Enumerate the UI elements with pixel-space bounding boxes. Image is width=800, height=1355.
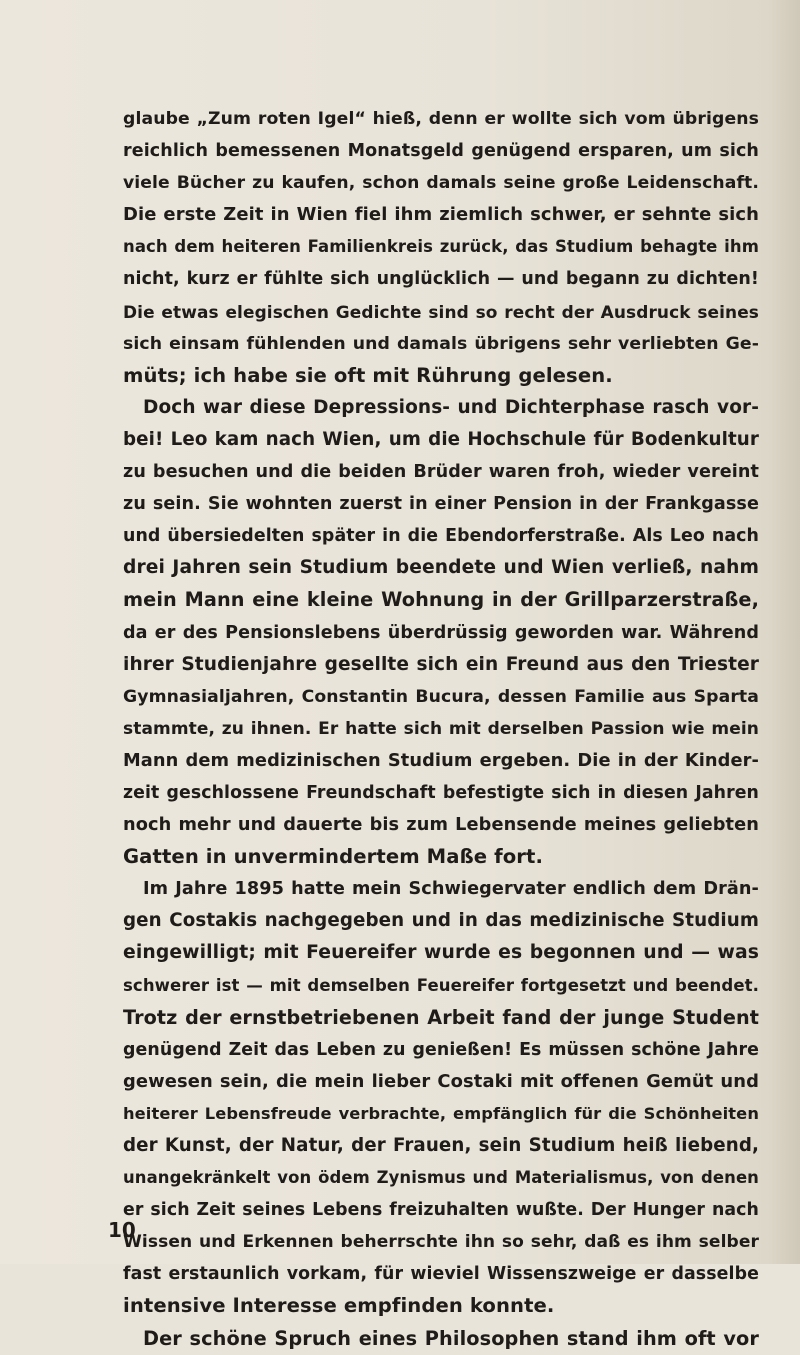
text-line: mein Mann eine kleine Wohnung in der Grillparzerstraße, — [123, 588, 759, 612]
text-line: schwerer ist — mit demselben Feuereifer fortgesetzt und beendet. — [123, 975, 759, 995]
text-line: Gatten in unvermindertem Maße fort. — [123, 845, 544, 869]
text-line: drei Jahren sein Studium beendete und Wien verließ, nahm — [123, 557, 759, 579]
page-number: 10 — [108, 1218, 136, 1242]
text-line: genügend Zeit das Leben zu genießen! Es müssen schöne Jahre — [123, 1039, 759, 1060]
text-line: eingewilligt; mit Feuereifer wurde es begonnen und — was — [123, 942, 759, 964]
text-line: Gymnasialjahren, Constantin Bucura, dessen Familie aus Sparta — [123, 686, 759, 707]
text-line: reichlich bemessenen Monatsgeld genügend ersparen, um sich — [123, 141, 759, 162]
text-line: zeit geschlossene Freundschaft befestigte sich in diesen Jahren — [123, 782, 759, 803]
text-line: Mann dem medizinischen Studium ergeben. Die in der Kinder- — [123, 749, 759, 771]
text-line: Trotz der ernstbetriebenen Arbeit fand der junge Student — [123, 1005, 759, 1029]
text-line: glaube „Zum roten Igel“ hieß, denn er wollte sich vom übrigens — [123, 109, 759, 129]
text-line: er sich Zeit seines Lebens freizuhalten wußte. Der Hunger nach — [123, 1200, 759, 1221]
text-line: nach dem heiteren Familienkreis zurück, das Studium behagte ihm — [123, 237, 759, 257]
text-line: Im Jahre 1895 hatte mein Schwiegervater endlich dem Drän- — [143, 879, 759, 900]
text-line: da er des Pensionslebens überdrüssig geworden war. Während — [123, 622, 759, 643]
text-line: gewesen sein, die mein lieber Costaki mit offenen Gemüt und — [123, 1070, 759, 1092]
text-line: Die erste Zeit in Wien fiel ihm ziemlich schwer, er sehnte sich — [123, 204, 759, 226]
text-line: müts; ich habe sie oft mit Rührung gelesen. — [123, 363, 613, 387]
text-line: viele Bücher zu kaufen, schon damals seine große Leidenschaft. — [123, 173, 759, 194]
text-line: stammte, zu ihnen. Er hatte sich mit derselben Passion wie mein — [123, 718, 759, 739]
text-line: der Kunst, der Natur, der Frauen, sein Studium heiß liebend, — [123, 1135, 759, 1156]
text-line: noch mehr und dauerte bis zum Lebensende meines geliebten — [123, 815, 759, 836]
text-line: intensive Interesse empfinden konnte. — [123, 1294, 555, 1318]
text-line: ihrer Studienjahre gesellte sich ein Freund aus den Triester — [123, 653, 759, 675]
text-line: Der schöne Spruch eines Philosophen stand ihm oft vor — [143, 1326, 759, 1350]
text-line: fast erstaunlich vorkam, für wieviel Wissenszweige er dasselbe — [123, 1264, 759, 1285]
text-line: zu besuchen und die beiden Brüder waren froh, wieder vereint — [123, 462, 759, 483]
text-line: heiterer Lebensfreude verbrachte, empfänglich für die Schönheiten — [123, 1103, 759, 1123]
text-line: Wissen und Erkennen beherrschte ihn so sehr, daß es ihm selber — [123, 1232, 759, 1253]
text-line: Die etwas elegischen Gedichte sind so recht der Ausdruck seines — [123, 301, 759, 322]
text-line: und übersiedelten später in die Ebendorferstraße. Als Leo nach — [123, 526, 759, 547]
text-line: unangekränkelt von ödem Zynismus und Materialismus, von denen — [123, 1168, 759, 1188]
text-line: nicht, kurz er fühlte sich unglücklich — und begann zu dichten! — [123, 269, 759, 290]
text-line: Doch war diese Depressions- und Dichterphase rasch vor- — [143, 396, 759, 418]
text-line: zu sein. Sie wohnten zuerst in einer Pension in der Frankgasse — [123, 494, 759, 515]
text-line: sich einsam fühlenden und damals übrigens sehr verliebten Ge- — [123, 333, 759, 354]
body-text — [123, 103, 759, 1355]
text-line: bei! Leo kam nach Wien, um die Hochschule für Bodenkultur — [123, 428, 759, 450]
text-line: gen Costakis nachgegeben und in das medizinische Studium — [123, 910, 759, 932]
